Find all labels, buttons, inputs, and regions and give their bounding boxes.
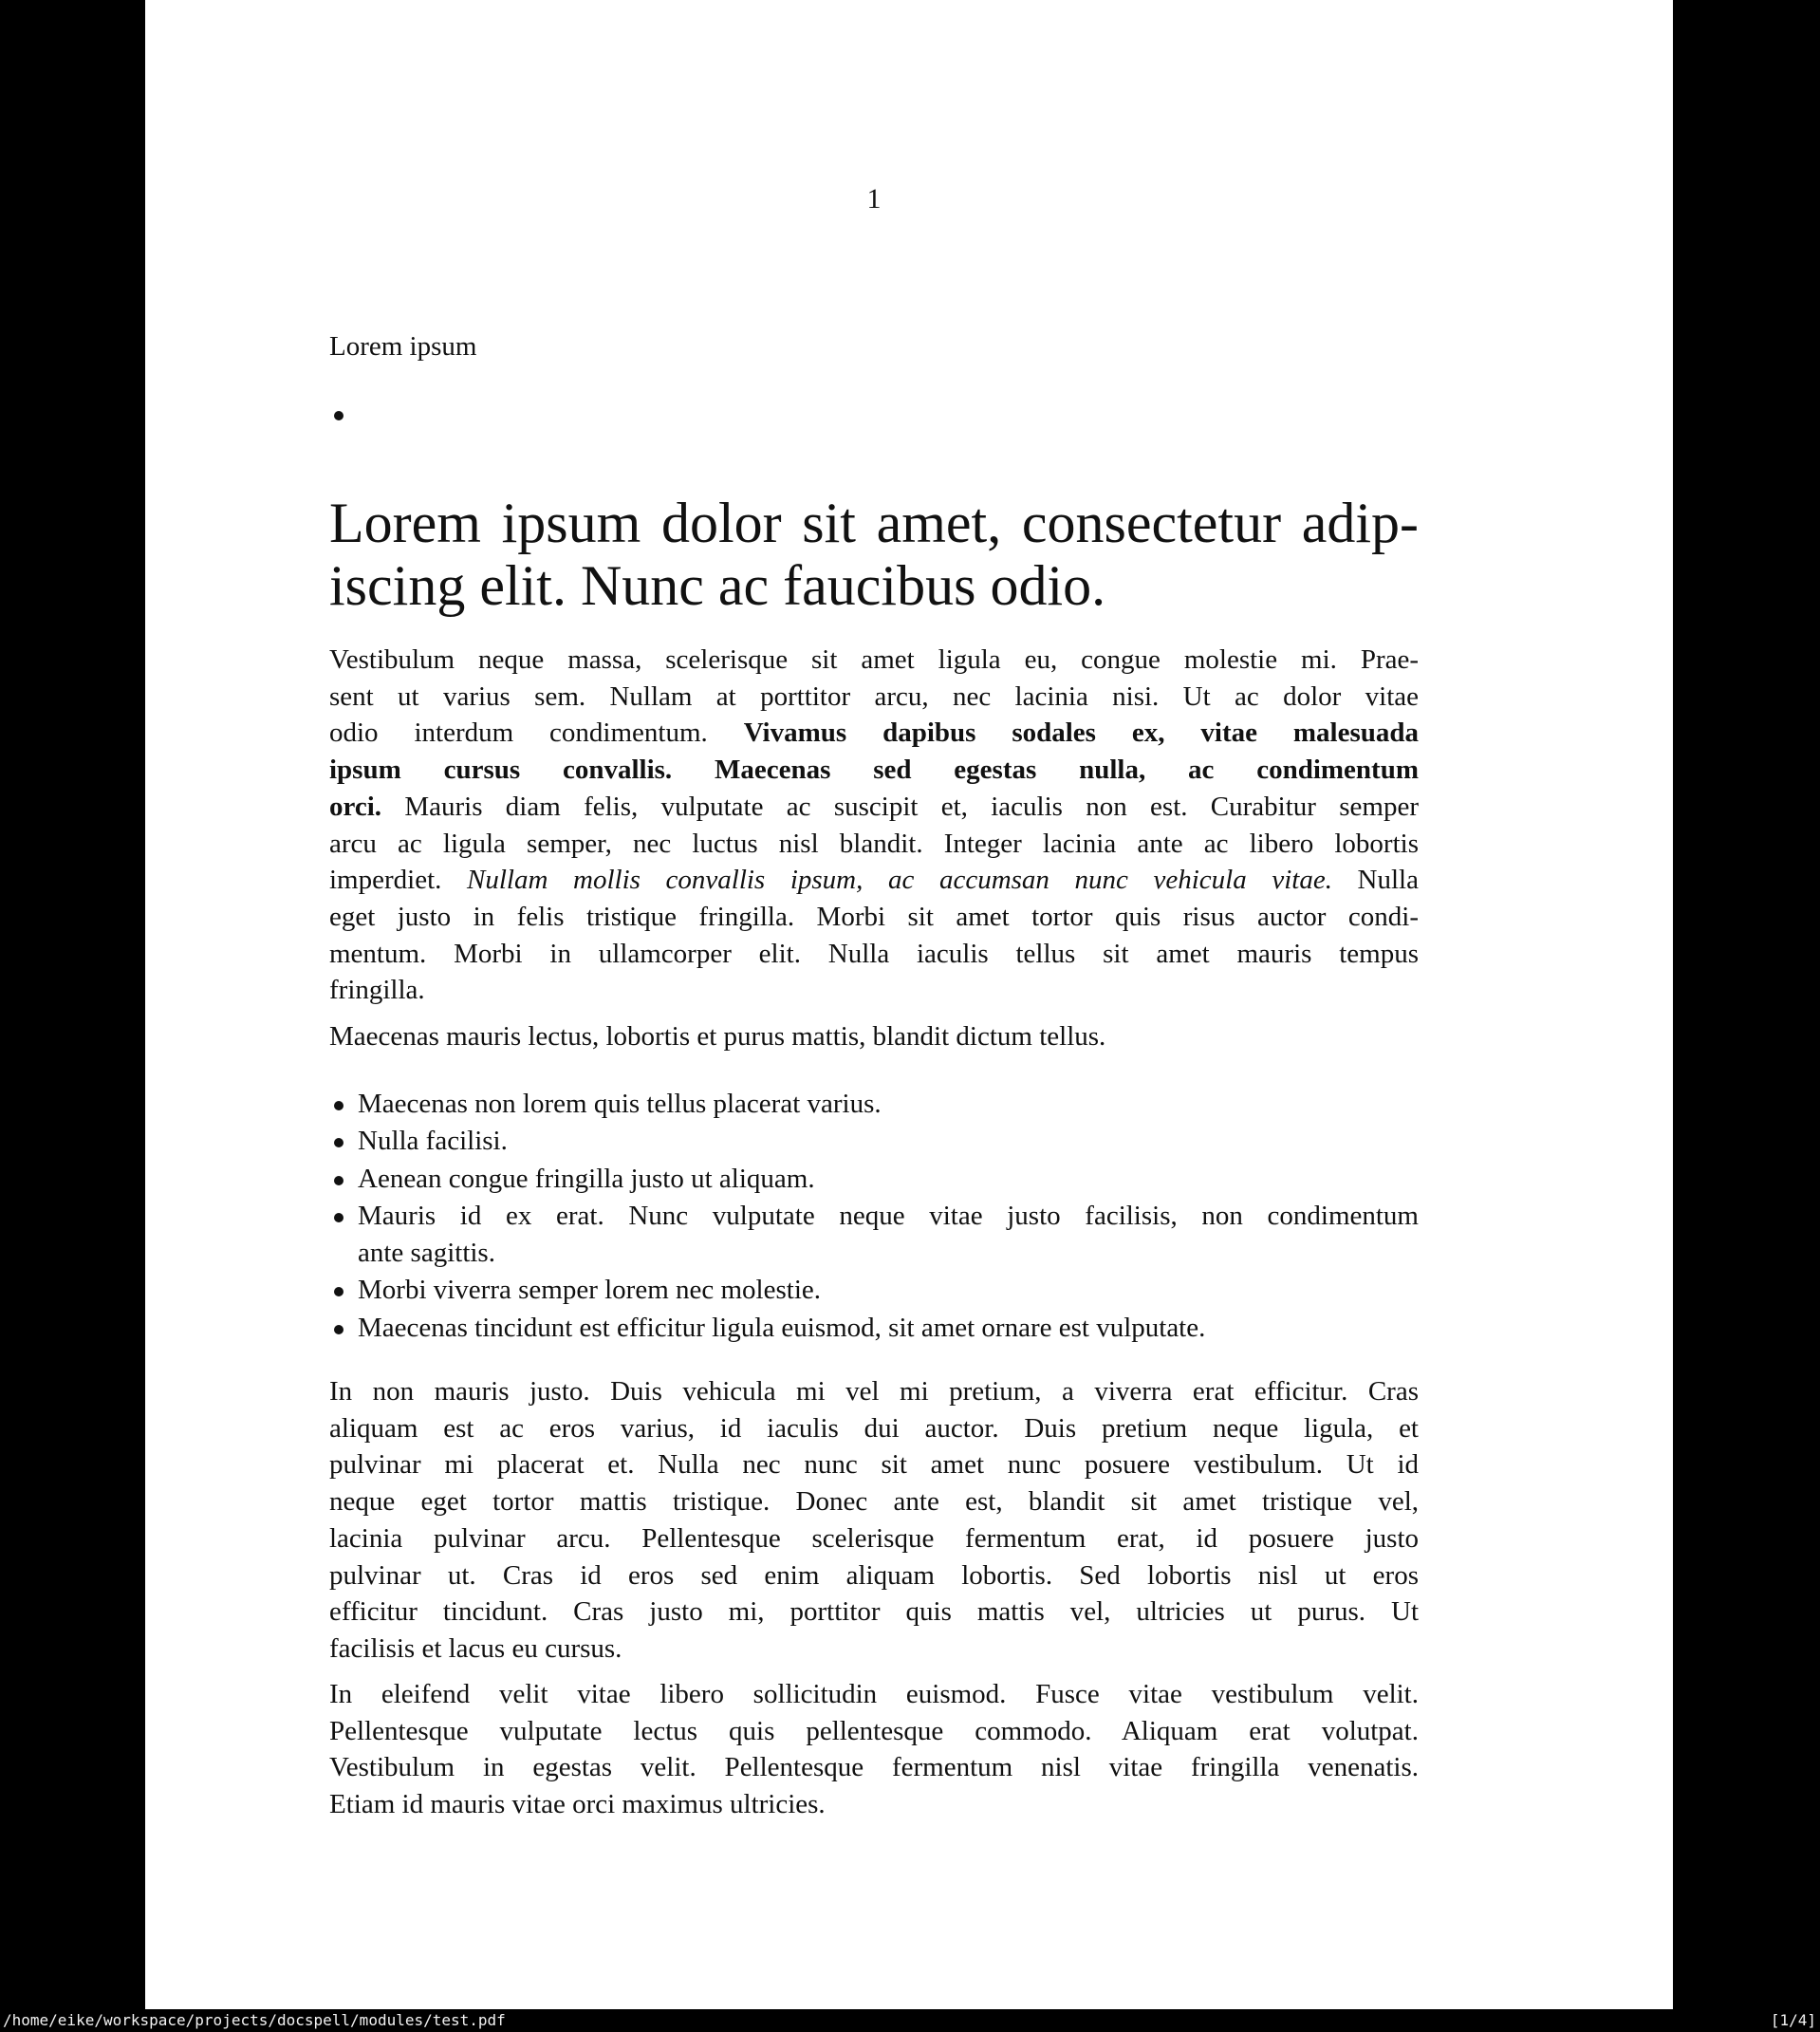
bullet-icon bbox=[334, 1138, 344, 1147]
text-segment: Mauris diam felis, vulputate ac suscipit et, iaculis non est. Curabitur semper bbox=[381, 791, 1419, 822]
bullet-icon bbox=[334, 1101, 344, 1110]
list-item bbox=[329, 1198, 1419, 1273]
text-segment: pulvinar ut. Cras id eros sed enim aliquam lobortis. Sed lobortis nisl ut eros bbox=[329, 1559, 1419, 1591]
page-indicator: [1/4] bbox=[1770, 2011, 1816, 2029]
text-line bbox=[329, 1594, 1419, 1631]
text-segment: ante sagittis. bbox=[358, 1238, 495, 1269]
text-line bbox=[329, 1713, 1419, 1750]
text-segment: Mauris id ex erat. Nunc vulputate neque vitae justo facilisis, non condimentum bbox=[358, 1200, 1419, 1231]
text-segment: facilisis et lacus eu cursus. bbox=[329, 1632, 622, 1664]
bold-text: ipsum cursus convallis. Maecenas sed egestas nulla, ac condimentum bbox=[329, 755, 1419, 786]
paragraph bbox=[329, 1373, 1419, 1668]
text-line bbox=[329, 492, 1419, 554]
text-segment: Vestibulum in egestas velit. Pellentesque fermentum nisl vitae fringilla venenatis. bbox=[329, 1752, 1419, 1783]
text-segment: In eleifend velit vitae libero sollicitudin euismod. Fusce vitae vestibulum velit. bbox=[329, 1679, 1419, 1709]
text-line bbox=[329, 679, 1419, 716]
status-bar bbox=[0, 2009, 1820, 2032]
text-segment: mentum. Morbi in ullamcorper elit. Nulla iaculis tellus sit amet mauris tempus bbox=[329, 938, 1419, 969]
text-line bbox=[358, 1123, 1419, 1160]
text-segment: Lorem ipsum dolor sit amet, consectetur adip- bbox=[329, 492, 1419, 554]
list-item bbox=[329, 1161, 1419, 1198]
text-line bbox=[358, 1310, 1419, 1347]
bullet-icon bbox=[334, 411, 344, 420]
text-line bbox=[358, 1272, 1419, 1309]
text-line bbox=[329, 715, 1419, 752]
text-line bbox=[329, 752, 1419, 789]
text-segment: Maecenas tincidunt est efficitur ligula euismod, sit amet ornare est vulputate. bbox=[358, 1312, 1206, 1343]
text-segment: eget justo in felis tristique fringilla. Morbi sit amet tortor quis risus auctor condi- bbox=[329, 901, 1419, 932]
page-number: 1 bbox=[866, 183, 882, 214]
text-segment: neque eget tortor mattis tristique. Donec ante est, blandit sit amet tristique vel, bbox=[329, 1486, 1419, 1518]
text-line bbox=[329, 1631, 1419, 1668]
text-line bbox=[358, 1235, 1419, 1272]
pdf-page[interactable] bbox=[145, 0, 1673, 2009]
text-segment: lacinia pulvinar arcu. Pellentesque scelerisque fermentum erat, id posuere justo bbox=[329, 1522, 1419, 1554]
text-segment: Nulla bbox=[1331, 865, 1419, 896]
text-line bbox=[329, 1786, 1419, 1823]
bullet-icon bbox=[334, 1176, 344, 1185]
intro-label: Lorem ipsum bbox=[329, 331, 477, 362]
text-segment: aliquam est ac eros varius, id iaculis dui auctor. Duis pretium neque ligula, et bbox=[329, 1412, 1419, 1444]
bullet-icon bbox=[334, 1325, 344, 1334]
text-line bbox=[329, 1520, 1419, 1557]
text-segment: Vestibulum neque massa, scelerisque sit amet ligula eu, congue molestie mi. Prae- bbox=[329, 644, 1419, 675]
text-segment: odio interdum condimentum. bbox=[329, 718, 744, 749]
paragraph bbox=[329, 642, 1419, 1009]
bold-text: orci. bbox=[329, 791, 382, 822]
text-line bbox=[358, 1198, 1419, 1235]
text-segment: Etiam id mauris vitae orci maximus ultricies. bbox=[329, 1789, 826, 1820]
text-line bbox=[329, 972, 1419, 1009]
text-line bbox=[329, 1373, 1419, 1410]
text-segment: Pellentesque vulputate lectus quis pellentesque commodo. Aliquam erat volutpat. bbox=[329, 1715, 1419, 1746]
text-line bbox=[329, 1446, 1419, 1483]
text-segment: iscing elit. Nunc ac faucibus odio. bbox=[329, 554, 1106, 617]
bullet-list bbox=[329, 1086, 1419, 1347]
bullet-icon bbox=[334, 1213, 344, 1222]
text-line bbox=[329, 1749, 1419, 1786]
text-line bbox=[329, 899, 1419, 936]
list-item bbox=[329, 1086, 1419, 1123]
text-segment: efficitur tincidunt. Cras justo mi, porttitor quis mattis vel, ultricies ut purus. Ut bbox=[329, 1596, 1419, 1628]
text-line bbox=[358, 1161, 1419, 1198]
text-line bbox=[329, 1410, 1419, 1447]
list-item bbox=[329, 1123, 1419, 1160]
text-segment: fringilla. bbox=[329, 975, 425, 1006]
paragraph bbox=[329, 1018, 1419, 1055]
text-line bbox=[329, 1018, 1419, 1055]
italic-text: Nullam mollis convallis ipsum, ac accumsan nunc vehicula vitae. bbox=[467, 865, 1332, 896]
section-heading bbox=[329, 492, 1419, 617]
text-segment: sent ut varius sem. Nullam at porttitor arcu, nec lacinia nisi. Ut ac dolor vitae bbox=[329, 680, 1419, 712]
text-line bbox=[329, 862, 1419, 899]
text-segment: Nulla facilisi. bbox=[358, 1126, 508, 1157]
text-segment: pulvinar mi placerat et. Nulla nec nunc sit amet nunc posuere vestibulum. Ut id bbox=[329, 1449, 1419, 1481]
text-line bbox=[329, 1557, 1419, 1594]
text-line bbox=[358, 1086, 1419, 1123]
text-line bbox=[329, 554, 1419, 617]
text-line bbox=[329, 789, 1419, 826]
text-line bbox=[329, 642, 1419, 679]
text-segment: Morbi viverra semper lorem nec molestie. bbox=[358, 1275, 822, 1306]
list-item bbox=[329, 1310, 1419, 1347]
list-item bbox=[329, 1272, 1419, 1309]
bullet-icon bbox=[334, 1287, 344, 1296]
text-segment: Aenean congue fringilla justo ut aliquam. bbox=[358, 1163, 815, 1194]
text-segment: arcu ac ligula semper, nec luctus nisl blandit. Integer lacinia ante ac libero lobortis bbox=[329, 828, 1419, 859]
text-line bbox=[329, 826, 1419, 863]
text-segment: imperdiet. bbox=[329, 865, 467, 896]
text-line bbox=[329, 936, 1419, 973]
paragraph bbox=[329, 1676, 1419, 1823]
text-segment: Maecenas mauris lectus, lobortis et purus mattis, blandit dictum tellus. bbox=[329, 1021, 1106, 1052]
text-line bbox=[329, 1676, 1419, 1713]
bold-text: Vivamus dapibus sodales ex, vitae malesuada bbox=[743, 718, 1419, 749]
text-line bbox=[329, 1483, 1419, 1520]
text-segment: Maecenas non lorem quis tellus placerat varius. bbox=[358, 1089, 882, 1119]
file-path: /home/eike/workspace/projects/docspell/modules/test.pdf bbox=[3, 2011, 506, 2029]
text-segment: In non mauris justo. Duis vehicula mi vel mi pretium, a viverra erat efficitur. Cras bbox=[329, 1376, 1419, 1407]
